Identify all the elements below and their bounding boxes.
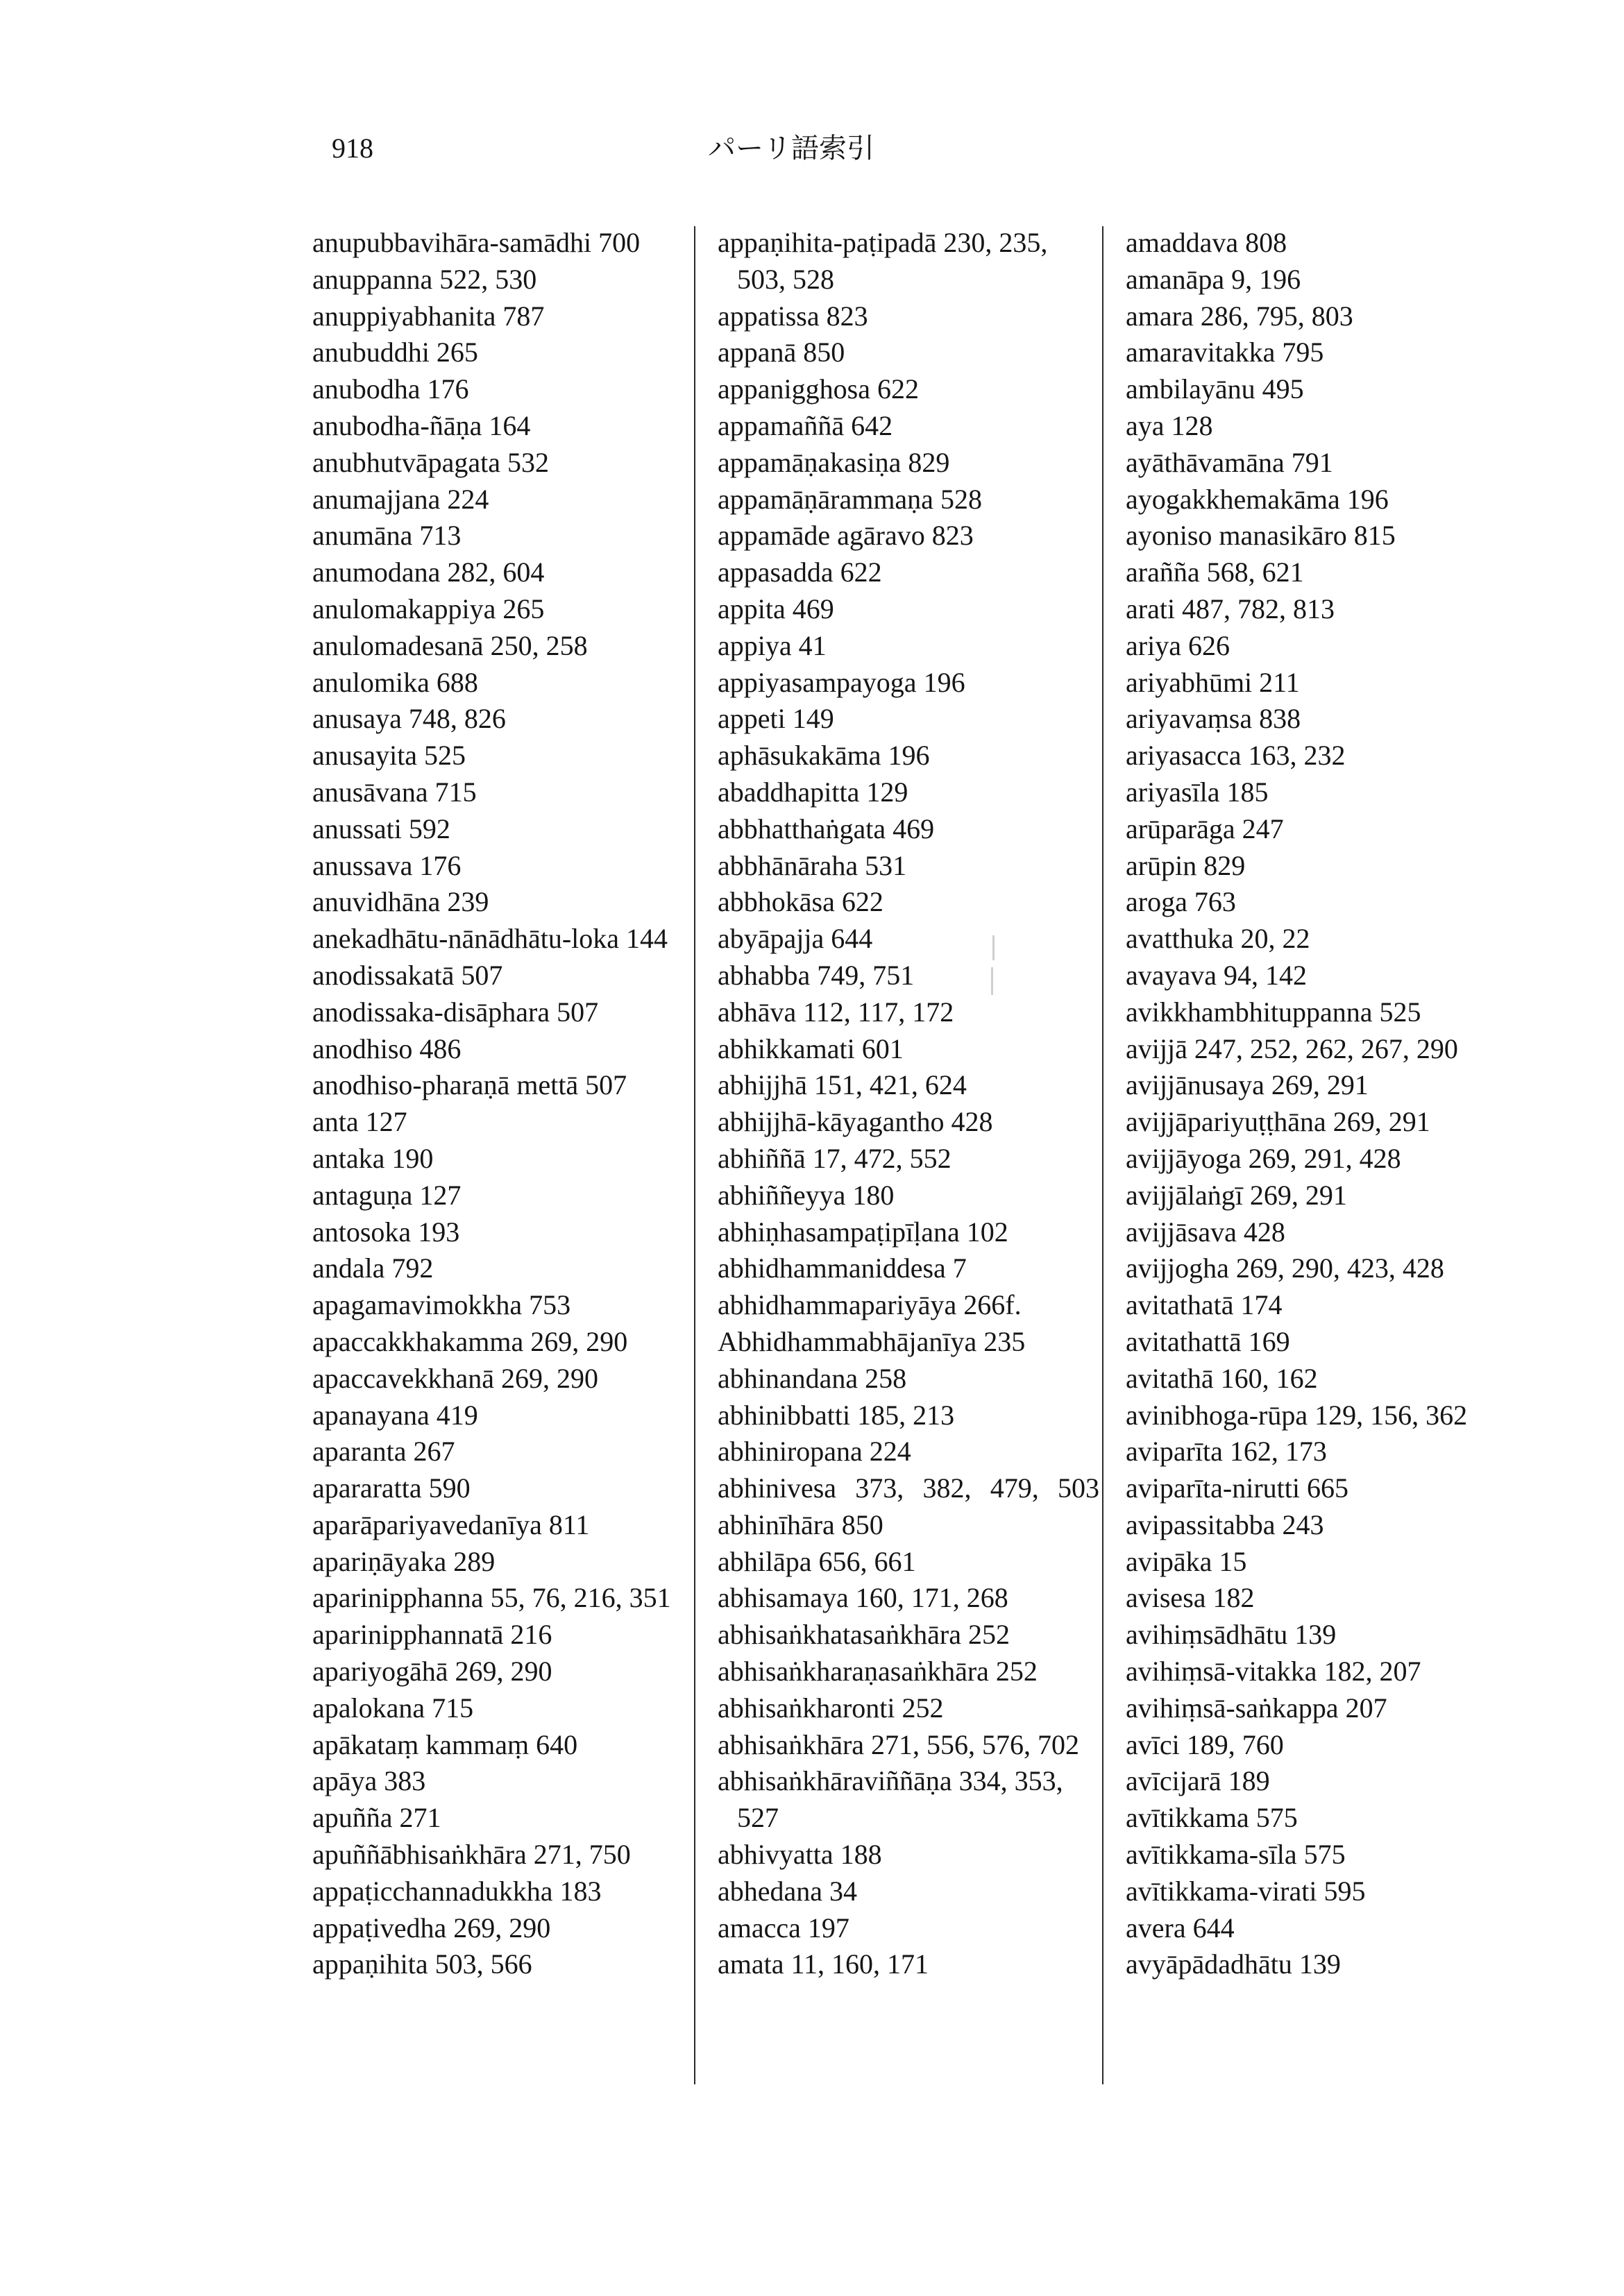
index-entry: antaka 190 bbox=[312, 1142, 434, 1174]
index-entry: abhāva 112, 117, 172 bbox=[718, 996, 954, 1028]
index-entry: amanāpa 9, 196 bbox=[1126, 263, 1301, 295]
index-entry: avihiṃsādhātu 139 bbox=[1126, 1619, 1337, 1651]
index-entry: apariyogāhā 269, 290 bbox=[312, 1656, 552, 1687]
page-number: 918 bbox=[332, 133, 373, 164]
index-entry: avihiṃsā-saṅkappa 207 bbox=[1126, 1692, 1387, 1724]
index-entry: abhidhammaniddesa 7 bbox=[718, 1252, 967, 1284]
index-entry: amara 286, 795, 803 bbox=[1126, 300, 1353, 332]
index-entry: abbhokāsa 622 bbox=[718, 886, 883, 918]
index-entry: anta 127 bbox=[312, 1106, 407, 1138]
index-entry: avinibhoga-rūpa 129, 156, 362 bbox=[1126, 1399, 1468, 1431]
index-entry: anodhiso-pharaṇā mettā 507 bbox=[312, 1069, 627, 1101]
index-entry: avitathā 160, 162 bbox=[1126, 1362, 1318, 1394]
index-entry: ariyabhūmi 211 bbox=[1126, 666, 1300, 698]
index-entry: avihiṃsā-vitakka 182, 207 bbox=[1126, 1656, 1421, 1687]
index-entry: appanigghosa 622 bbox=[718, 373, 919, 405]
index-entry: avitathattā 169 bbox=[1126, 1325, 1290, 1357]
index-entry: abhilāpa 656, 661 bbox=[718, 1545, 916, 1577]
index-entry: avijjāpariyuṭṭhāna 269, 291 bbox=[1126, 1106, 1430, 1138]
index-entry: anumodana 282, 604 bbox=[312, 556, 545, 588]
index-entry: appamaññā 642 bbox=[718, 409, 893, 441]
index-entry: anekadhātu-nānādhātu-loka 144 bbox=[312, 923, 668, 955]
index-entry: amacca 197 bbox=[718, 1912, 849, 1944]
index-entry: avayava 94, 142 bbox=[1126, 959, 1308, 991]
index-entry: aparanta 267 bbox=[312, 1436, 455, 1468]
index-entry: apararatta 590 bbox=[312, 1472, 471, 1504]
index-entry: abhinibbatti 185, 213 bbox=[718, 1399, 955, 1431]
index-entry: anusāvana 715 bbox=[312, 776, 477, 808]
index-entry: apākataṃ kammaṃ 640 bbox=[312, 1728, 578, 1760]
index-entry: apaccavekkhanā 269, 290 bbox=[312, 1362, 599, 1394]
index-entry: abbhānāraha 531 bbox=[718, 849, 907, 881]
index-entry: anubuddhi 265 bbox=[312, 337, 478, 368]
index-entry: anumajjana 224 bbox=[312, 483, 489, 515]
column-divider bbox=[694, 226, 695, 2084]
index-entry: avikkhambhituppanna 525 bbox=[1126, 996, 1421, 1028]
index-entry: arūpin 829 bbox=[1126, 849, 1246, 881]
index-entry: appiyasampayoga 196 bbox=[718, 666, 965, 698]
index-entry: anubodha 176 bbox=[312, 373, 469, 405]
index-entry: aya 128 bbox=[1126, 409, 1213, 441]
index-entry: anuppanna 522, 530 bbox=[312, 263, 537, 295]
index-entry: aparinipphannatā 216 bbox=[312, 1619, 552, 1651]
index-entry: appaṇihita 503, 566 bbox=[312, 1948, 532, 1980]
index-entry: anussati 592 bbox=[312, 813, 450, 844]
index-entry: anuvidhāna 239 bbox=[312, 886, 489, 918]
index-column-1 bbox=[312, 225, 694, 1983]
index-entry: apāya 383 bbox=[312, 1765, 426, 1797]
index-entry: avipāka 15 bbox=[1126, 1545, 1247, 1577]
index-entry: abhisaṅkhāra 271, 556, 576, 702 bbox=[718, 1728, 1080, 1760]
index-entry: avipassitabba 243 bbox=[1126, 1508, 1324, 1540]
index-entry: arati 487, 782, 813 bbox=[1126, 593, 1335, 624]
index-entry: abhinīhāra 850 bbox=[718, 1508, 883, 1540]
index-entry: anusayita 525 bbox=[312, 740, 466, 772]
index-entry: abhisamaya 160, 171, 268 bbox=[718, 1582, 1008, 1614]
index-entry: aparāpariyavedanīya 811 bbox=[312, 1508, 590, 1540]
index-entry: abhiniropana 224 bbox=[718, 1436, 911, 1468]
scan-speck bbox=[992, 935, 995, 960]
index-entry: apaccakkhakamma 269, 290 bbox=[312, 1325, 628, 1357]
index-entry: appanā 850 bbox=[718, 337, 845, 368]
index-entry: avijjogha 269, 290, 423, 428 bbox=[1126, 1252, 1444, 1284]
index-entry: avijjāyoga 269, 291, 428 bbox=[1126, 1142, 1401, 1174]
index-entry: aviparīta 162, 173 bbox=[1126, 1436, 1327, 1468]
index-entry: appaṭicchannadukkha 183 bbox=[312, 1875, 602, 1907]
index-entry: ayoniso manasikāro 815 bbox=[1126, 520, 1396, 552]
index-entry: abhijjhā-kāyagantho 428 bbox=[718, 1106, 993, 1138]
index-entry: anodissaka-disāphara 507 bbox=[312, 996, 599, 1028]
index-entry: appasadda 622 bbox=[718, 556, 882, 588]
index-entry: avisesa 182 bbox=[1126, 1582, 1255, 1614]
index-entry: avīcijarā 189 bbox=[1126, 1765, 1270, 1797]
index-entry: avītikkama-virati 595 bbox=[1126, 1875, 1366, 1907]
index-entry: anulomadesanā 250, 258 bbox=[312, 629, 588, 661]
index-entry: avyāpādadhātu 139 bbox=[1126, 1948, 1341, 1980]
index-entry: Abhidhammabhājanīya 235 bbox=[718, 1325, 1026, 1357]
index-entry: anulomika 688 bbox=[312, 666, 478, 698]
index-entry: antaguṇa 127 bbox=[312, 1179, 462, 1211]
index-entry: apuñña 271 bbox=[312, 1802, 441, 1834]
index-entry: anusaya 748, 826 bbox=[312, 703, 506, 735]
index-entry: ambilayānu 495 bbox=[1126, 373, 1304, 405]
index-column-3 bbox=[1126, 225, 1542, 1983]
index-entry: abaddhapitta 129 bbox=[718, 776, 908, 808]
index-entry: anuppiyabhanita 787 bbox=[312, 300, 545, 332]
index-entry: appaṇihita-paṭipadā 230, 235, 503, 528 bbox=[718, 227, 1048, 295]
index-entry: abhiññeyya 180 bbox=[718, 1179, 895, 1211]
index-entry: avītikkama 575 bbox=[1126, 1802, 1298, 1834]
index-entry: abhinandana 258 bbox=[718, 1362, 907, 1394]
index-entry: apalokana 715 bbox=[312, 1692, 474, 1724]
index-entry: appeti 149 bbox=[718, 703, 834, 735]
index-entry: abhinivesa 373, 382, 479, 503 bbox=[718, 1472, 1099, 1504]
index-entry: anodissakatā 507 bbox=[312, 959, 503, 991]
index-entry: abbhatthaṅgata 469 bbox=[718, 813, 935, 844]
scan-speck bbox=[991, 967, 993, 995]
index-entry: avijjālaṅgī 269, 291 bbox=[1126, 1179, 1347, 1211]
index-entry: anumāna 713 bbox=[312, 520, 462, 552]
index-entry: appaṭivedha 269, 290 bbox=[312, 1912, 551, 1944]
index-entry: aparinipphanna 55, 76, 216, 351 bbox=[312, 1582, 671, 1614]
index-entry: abhedana 34 bbox=[718, 1875, 858, 1907]
index-entry: apariṇāyaka 289 bbox=[312, 1545, 496, 1577]
index-entry: ariya 626 bbox=[1126, 629, 1230, 661]
index-entry: anubhutvāpagata 532 bbox=[312, 446, 549, 478]
index-entry: anodhiso 486 bbox=[312, 1032, 462, 1064]
index-column-2 bbox=[718, 225, 1099, 1983]
index-entry: antosoka 193 bbox=[312, 1216, 460, 1248]
index-entry: appamāṇakasiṇa 829 bbox=[718, 446, 950, 478]
index-entry: avītikkama-sīla 575 bbox=[1126, 1839, 1346, 1871]
index-entry: aviparīta-nirutti 665 bbox=[1126, 1472, 1349, 1504]
index-entry: anussava 176 bbox=[312, 849, 462, 881]
index-entry: ariyavaṃsa 838 bbox=[1126, 703, 1301, 735]
column-divider bbox=[1102, 226, 1103, 2084]
index-entry: aroga 763 bbox=[1126, 886, 1236, 918]
index-entry: abhisaṅkhāraviññāṇa 334, 353, 527 bbox=[718, 1765, 1063, 1834]
index-entry: appamāde agāravo 823 bbox=[718, 520, 974, 552]
index-entry: arañña 568, 621 bbox=[1126, 556, 1304, 588]
index-entry: avera 644 bbox=[1126, 1912, 1235, 1944]
index-entry: avijjāsava 428 bbox=[1126, 1216, 1285, 1248]
index-entry: ariyasacca 163, 232 bbox=[1126, 740, 1346, 772]
index-entry: avatthuka 20, 22 bbox=[1126, 923, 1310, 955]
index-entry: amaravitakka 795 bbox=[1126, 337, 1324, 368]
index-entry: appita 469 bbox=[718, 593, 834, 624]
index-entry: abhijjhā 151, 421, 624 bbox=[718, 1069, 967, 1101]
index-entry: anubodha-ñāṇa 164 bbox=[312, 409, 531, 441]
index-entry: aphāsukakāma 196 bbox=[718, 740, 930, 772]
index-entry: anupubbavihāra-samādhi 700 bbox=[312, 227, 641, 258]
index-entry: abhiññā 17, 472, 552 bbox=[718, 1142, 951, 1174]
page-title: パーリ語索引 bbox=[708, 133, 874, 164]
index-entry: abhikkamati 601 bbox=[718, 1032, 904, 1064]
index-entry: abyāpajja 644 bbox=[718, 923, 873, 955]
index-entry: abhisaṅkhatasaṅkhāra 252 bbox=[718, 1619, 1010, 1651]
index-entry: abhabba 749, 751 bbox=[718, 959, 915, 991]
index-entry: amata 11, 160, 171 bbox=[718, 1948, 929, 1980]
index-entry: anulomakappiya 265 bbox=[312, 593, 545, 624]
index-entry: apuññābhisaṅkhāra 271, 750 bbox=[312, 1839, 631, 1871]
index-entry: abhiṇhasampaṭipīḷana 102 bbox=[718, 1216, 1008, 1248]
index-entry: appatissa 823 bbox=[718, 300, 868, 332]
index-entry: avīci 189, 760 bbox=[1126, 1728, 1284, 1760]
index-entry: ayogakkhemakāma 196 bbox=[1126, 483, 1389, 515]
index-entry: amaddava 808 bbox=[1126, 227, 1287, 258]
index-entry: abhidhammapariyāya 266f. bbox=[718, 1289, 1022, 1321]
index-entry: ayāthāvamāna 791 bbox=[1126, 446, 1333, 478]
index-entry: arūparāga 247 bbox=[1126, 813, 1284, 844]
index-entry: apagamavimokkha 753 bbox=[312, 1289, 571, 1321]
index-entry: apanayana 419 bbox=[312, 1399, 478, 1431]
index-entry: abhisaṅkharonti 252 bbox=[718, 1692, 944, 1724]
index-entry: abhisaṅkharaṇasaṅkhāra 252 bbox=[718, 1656, 1038, 1687]
index-entry: avijjā 247, 252, 262, 267, 290 bbox=[1126, 1032, 1458, 1064]
index-entry: ariyasīla 185 bbox=[1126, 776, 1269, 808]
index-entry: appamāṇārammaṇa 528 bbox=[718, 483, 982, 515]
index-entry: abhivyatta 188 bbox=[718, 1839, 882, 1871]
index-entry: andala 792 bbox=[312, 1252, 434, 1284]
index-entry: avitathatā 174 bbox=[1126, 1289, 1283, 1321]
index-entry: appiya 41 bbox=[718, 629, 827, 661]
index-entry: avijjānusaya 269, 291 bbox=[1126, 1069, 1369, 1101]
